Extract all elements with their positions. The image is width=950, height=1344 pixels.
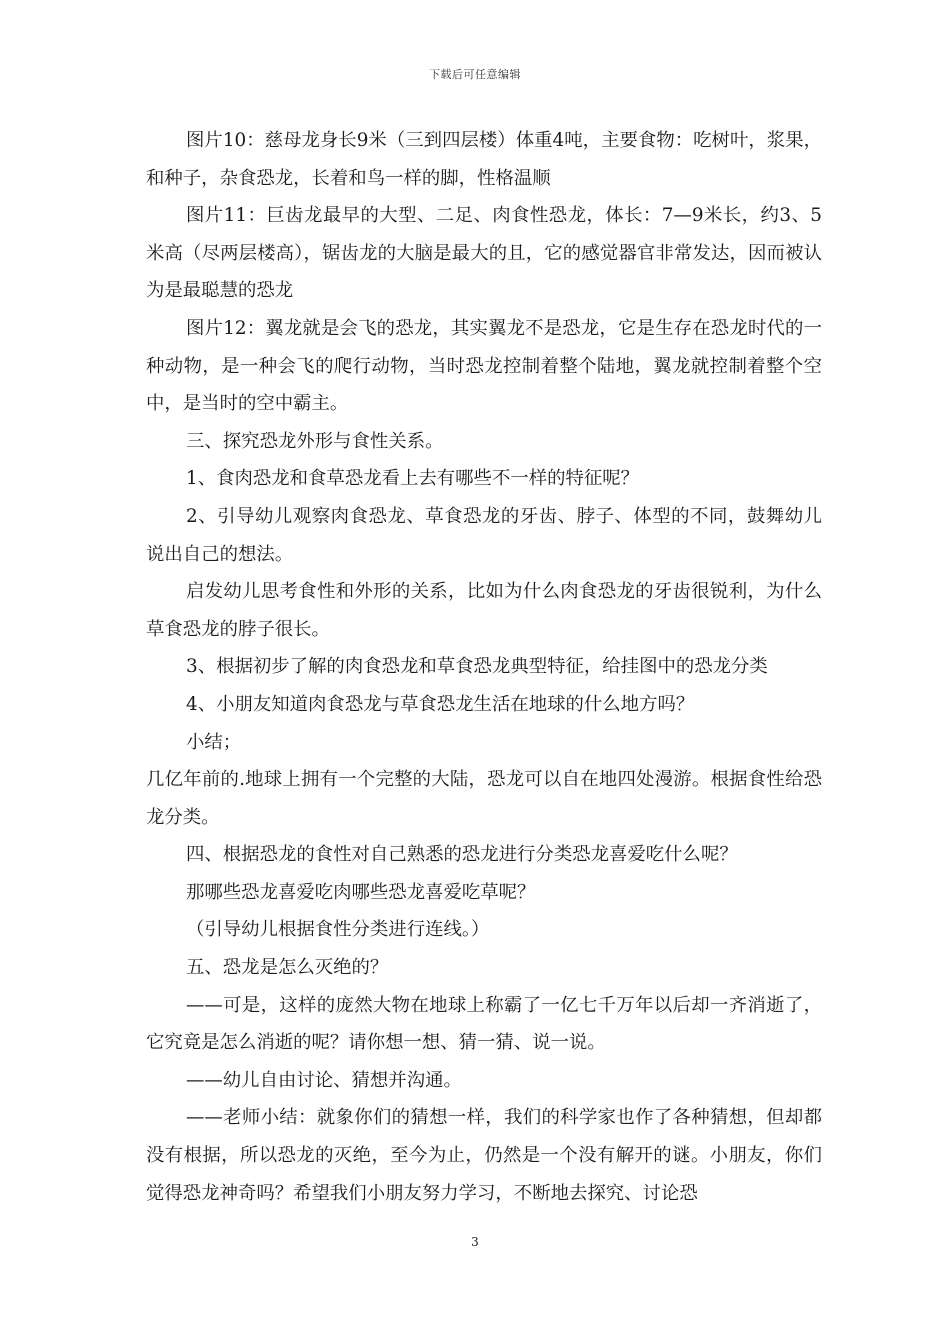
document-body [146, 122, 822, 1212]
paragraph-inspire: 启发幼儿思考食性和外形的关系，比如为什么肉食恐龙的牙齿很锐利，为什么草食恐龙的脖子很长。 [146, 581, 822, 640]
paragraph-item-3: 3、根据初步了解的肉食恐龙和草食恐龙典型特征，给挂图中的恐龙分类 [186, 656, 768, 678]
paragraph-question: 那哪些恐龙喜爱吃肉哪些恐龙喜爱吃草呢？ [186, 881, 536, 903]
paragraph-guide: （引导幼儿根据食性分类进行连线。） [186, 919, 490, 941]
paragraph-discussion: ——幼儿自由讨论、猜想并沟通。 [186, 1069, 462, 1091]
paragraph-summary-label: 小结； [186, 731, 242, 753]
paragraph-summary: 几亿年前的.地球上拥有一个完整的大陆，恐龙可以自在地四处漫游。根据食性给恐龙分类。 [146, 769, 822, 828]
paragraph-extinction: ——可是，这样的庞然大物在地球上称霸了一亿七千万年以后却一齐消逝了，它究竟是怎么消逝的呢？请你想一想、猜一猜、说一说。 [146, 994, 822, 1054]
paragraph-item-4: 4、小朋友知道肉食恐龙与草食恐龙生活在地球的什么地方吗？ [186, 693, 695, 715]
section-heading-4: 四、根据恐龙的食性对自己熟悉的恐龙进行分类恐龙喜爱吃什么呢？ [186, 844, 738, 866]
paragraph-figure-10: 图片10：慈母龙身长9米（三到四层楼）体重4吨，主要食物：吃树叶，浆果，和种子，杂食恐龙，长着和鸟一样的脚，性格温顺 [146, 130, 822, 189]
paragraph-teacher-summary: ——老师小结：就象你们的猜想一样，我们的科学家也作了各种猜想，但却都没有根据，所以恐龙的灭绝，至今为止，仍然是一个没有解开的谜。小朋友，你们觉得恐龙神奇吗？希望我们小朋友努力学习，不断地去探究、讨论恐 [146, 1107, 822, 1204]
page-number: 3 [471, 1235, 479, 1249]
paragraph-item-1: 1、食肉恐龙和食草恐龙看上去有哪些不一样的特征呢？ [186, 468, 640, 490]
paragraph-figure-12: 图片12：翼龙就是会飞的恐龙，其实翼龙不是恐龙，它是生存在恐龙时代的一种动物，是一种会飞的爬行动物，当时恐龙控制着整个陆地，翼龙就控制着整个空中，是当时的空中霸主。 [146, 317, 822, 415]
section-heading-5: 五、恐龙是怎么灭绝的？ [186, 957, 389, 979]
paragraph-item-2: 2、引导幼儿观察肉食恐龙、草食恐龙的牙齿、脖子、体型的不同，鼓舞幼儿说出自己的想法。 [146, 505, 822, 565]
section-heading-3: 三、探究恐龙外形与食性关系。 [186, 430, 444, 452]
page-header: 下载后可任意编辑 [429, 68, 521, 81]
paragraph-figure-11: 图片11：巨齿龙最早的大型、二足、肉食性恐龙，体长：7—9米长，约3、5米高（尽两层楼高），锯齿龙的大脑是最大的且，它的感觉器官非常发达，因而被认为是最聪慧的恐龙 [146, 205, 822, 302]
